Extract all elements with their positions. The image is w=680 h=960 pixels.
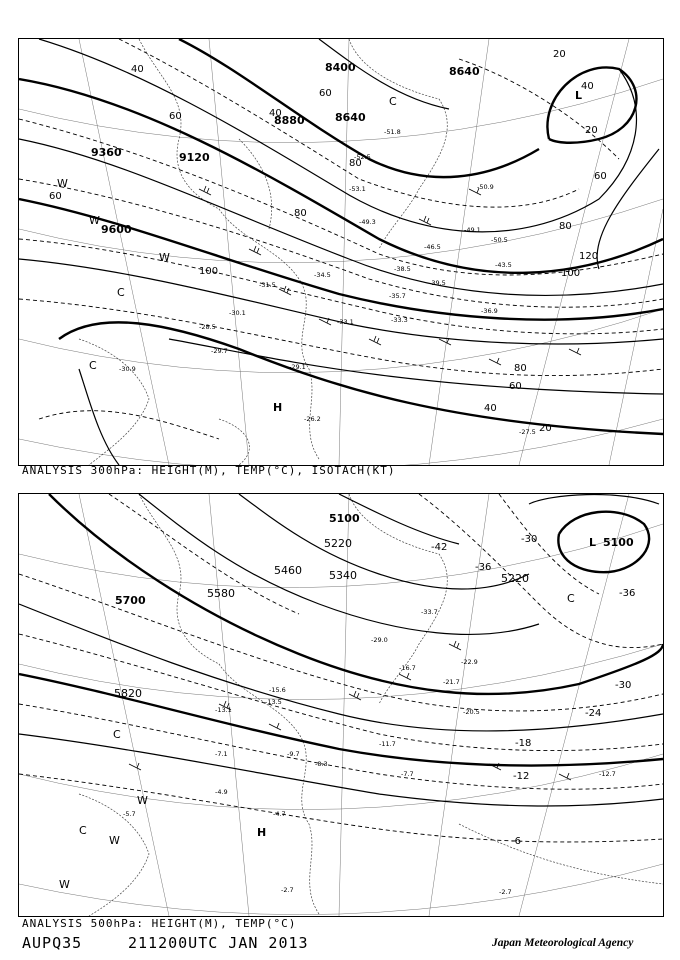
- isotherm-label: -12: [513, 771, 530, 782]
- height-label: 9120: [179, 151, 210, 164]
- bulletin-code: AUPQ35: [22, 934, 83, 952]
- warm-symbol: W: [57, 177, 68, 190]
- temp-value: -50.5: [491, 236, 508, 244]
- isotach-label: 80: [349, 158, 362, 169]
- height-label: 5820: [114, 687, 142, 700]
- station-value: -16.7: [399, 664, 416, 672]
- warm-symbol: W: [89, 214, 100, 227]
- isotherm-label: -42: [431, 542, 448, 553]
- temp-value: -39.5: [429, 279, 446, 287]
- temp-value: -49.3: [359, 218, 376, 226]
- station-value: -5.7: [123, 810, 136, 818]
- isotherm-label: -30: [521, 534, 538, 545]
- station-value: -29.0: [371, 636, 388, 644]
- station-value: -7.7: [401, 770, 414, 778]
- height-label: 5220: [501, 572, 529, 585]
- graticule-300: [19, 39, 663, 465]
- temp-value: -34.5: [314, 271, 331, 279]
- station-value: -20.5: [463, 708, 480, 716]
- height-label: 5580: [207, 587, 235, 600]
- analysis-time: 211200UTC JAN 2013: [128, 934, 309, 952]
- isotach-label: 40: [269, 108, 282, 119]
- station-value: -4.7: [273, 810, 286, 818]
- isotach-label: 60: [169, 111, 182, 122]
- temp-value: -28.5: [199, 323, 216, 331]
- temp-value: -27.5: [519, 428, 536, 436]
- graticule-500: [19, 494, 663, 916]
- station-value: -13.5: [265, 698, 282, 706]
- station-value: -4.9: [215, 788, 228, 796]
- temp-value: -35.7: [389, 292, 406, 300]
- cold-symbol: C: [389, 95, 397, 108]
- temp-value: -30.1: [229, 309, 246, 317]
- warm-symbol: W: [159, 251, 170, 264]
- high-symbol: H: [273, 401, 283, 414]
- map-500hpa-canvas: [19, 494, 663, 916]
- temp-value: -49.1: [464, 226, 481, 234]
- temp-value: -43.5: [495, 261, 512, 269]
- temp-value: -51.8: [384, 128, 401, 136]
- station-value: -8.3: [315, 760, 328, 768]
- isotach-label: 80: [514, 363, 527, 374]
- isotherm-label: -36: [475, 562, 492, 573]
- height-label: 9360: [91, 146, 122, 159]
- height-label: 8640: [335, 111, 366, 124]
- cold-symbol: C: [117, 286, 125, 299]
- isotach-label: 20: [553, 49, 566, 60]
- low-symbol: L: [589, 536, 597, 549]
- temp-value: -29.7: [211, 347, 228, 355]
- map-300hpa-canvas: [19, 39, 663, 465]
- height-label: 5460: [274, 564, 302, 577]
- isotach-label: 100: [199, 266, 219, 277]
- map-300hpa: [18, 38, 664, 466]
- temp-value: -46.5: [424, 243, 441, 251]
- isotach-label: 120: [579, 251, 599, 262]
- isotach-label: 60: [594, 171, 607, 182]
- isotherm-label: -2.7: [499, 888, 512, 896]
- height-contours-300: [19, 39, 663, 465]
- temp-value: -33.3: [391, 316, 408, 324]
- warm-symbol: W: [137, 794, 148, 807]
- isotach-label: 60: [509, 381, 522, 392]
- height-labels-500: [114, 512, 634, 700]
- height-label: 5700: [115, 594, 146, 607]
- isotach-label: 60: [319, 88, 332, 99]
- height-label: 5100: [603, 536, 634, 549]
- station-value: -15.6: [269, 686, 286, 694]
- temp-value: -52.5: [354, 153, 371, 161]
- temp-value: -36.9: [481, 307, 498, 315]
- isotherm-label: -30: [615, 680, 632, 691]
- height-label: 5340: [329, 569, 357, 582]
- low-symbol: L: [575, 89, 583, 102]
- isotach-label: 60: [49, 191, 62, 202]
- isotach-label: 40: [581, 81, 594, 92]
- temp-value: -38.5: [394, 265, 411, 273]
- temp-value: -26.2: [304, 415, 321, 423]
- station-value: -13.1: [215, 706, 232, 714]
- agency-name: Japan Meteorological Agency: [492, 937, 634, 949]
- station-value: -9.7: [287, 750, 300, 758]
- caption-300hpa: ANALYSIS 300hPa: HEIGHT(M), TEMP(°C), ISOTACH(KT): [22, 464, 396, 477]
- isotach-labels-300: [49, 49, 607, 434]
- isotherm-label: -12.7: [599, 770, 616, 778]
- isotach-label: 80: [559, 221, 572, 232]
- temp-value: -29.1: [289, 363, 306, 371]
- wind-barbs-300: [199, 186, 581, 365]
- station-value: -7.1: [215, 750, 228, 758]
- station-value: -11.7: [379, 740, 396, 748]
- isotherm-label: -36: [619, 588, 636, 599]
- station-values-500: [123, 608, 480, 894]
- temp-value: -30.9: [119, 365, 136, 373]
- isotach-label: 40: [484, 403, 497, 414]
- height-label: 9600: [101, 223, 132, 236]
- isotach-label: 20: [539, 423, 552, 434]
- coastlines-500: [79, 494, 663, 916]
- station-value: -21.7: [443, 678, 460, 686]
- isotach-label: 100: [561, 268, 581, 279]
- cold-symbol: C: [567, 592, 575, 605]
- height-label: 8400: [325, 61, 356, 74]
- caption-500hpa: ANALYSIS 500hPa: HEIGHT(M), TEMP(°C): [22, 917, 297, 930]
- warm-symbol: W: [59, 878, 70, 891]
- height-label: 8880: [274, 114, 305, 127]
- cold-symbol: C: [89, 359, 97, 372]
- isotach-label: 20: [585, 125, 598, 136]
- station-value: -22.9: [461, 658, 478, 666]
- station-value: -2.7: [281, 886, 294, 894]
- temp-value: -53.1: [349, 185, 366, 193]
- temp-value: -33.1: [337, 318, 354, 326]
- cold-symbol: C: [79, 824, 87, 837]
- map-500hpa: [18, 493, 664, 917]
- height-label: 5220: [324, 537, 352, 550]
- high-symbol: H: [257, 826, 267, 839]
- height-label: 8640: [449, 65, 480, 78]
- warm-symbol: W: [109, 834, 120, 847]
- isotherm-label: -6: [511, 836, 521, 847]
- isotherm-label: -18: [515, 738, 532, 749]
- station-value: -33.7: [421, 608, 438, 616]
- height-label: 5100: [329, 512, 360, 525]
- temp-value: -31.5: [259, 281, 276, 289]
- temp-value: -50.9: [477, 183, 494, 191]
- height-labels-300: [91, 61, 480, 236]
- cold-symbol: C: [113, 728, 121, 741]
- isotach-label: 40: [131, 64, 144, 75]
- isotach-label: 80: [294, 208, 307, 219]
- isotherm-label: -24: [585, 708, 602, 719]
